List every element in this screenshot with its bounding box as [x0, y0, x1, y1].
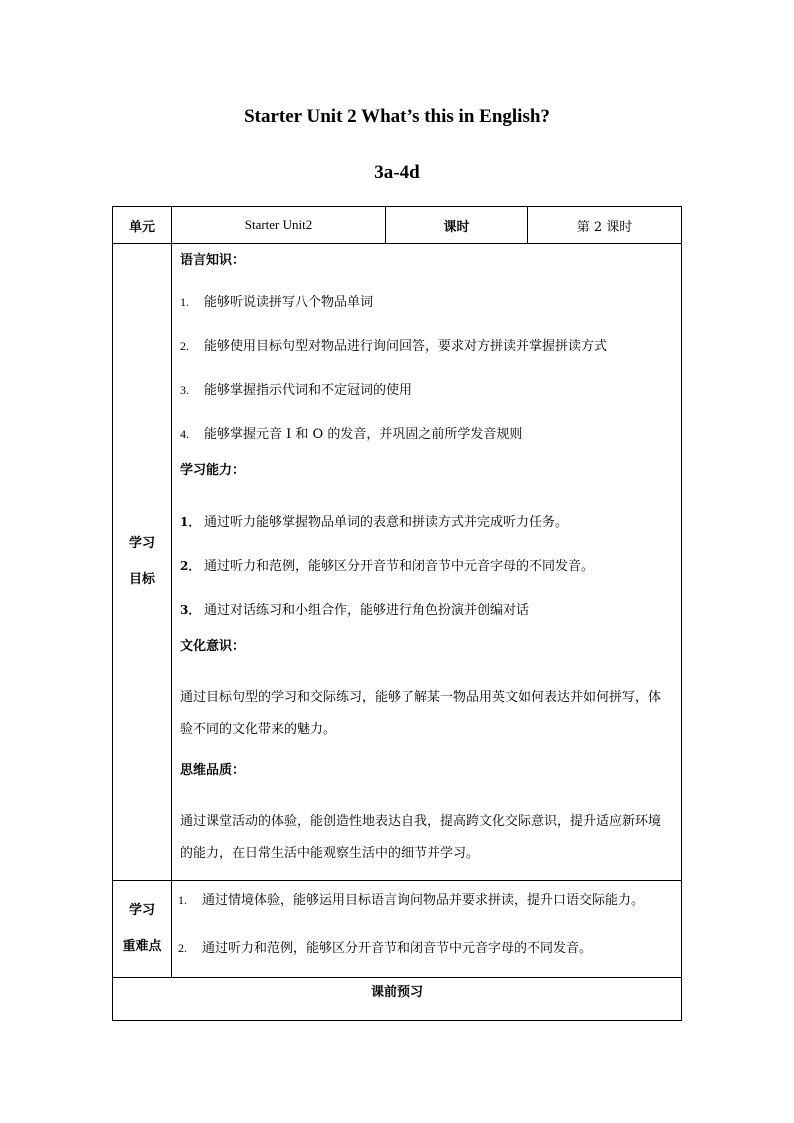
list-item: 2. 能够使用目标句型对物品进行询问回答，要求对方拼读并掌握拼读方式: [180, 339, 608, 354]
goals-label-line2: 目标: [128, 572, 155, 587]
unit-label: 单元: [113, 207, 172, 244]
header-row: [113, 207, 682, 244]
document-title: Starter Unit 2 What’s this in English?: [244, 106, 550, 127]
cultural-awareness-heading: 文化意识：: [180, 639, 246, 654]
list-item: 3． 通过对话练习和小组合作，能够进行角色扮演并创编对话: [180, 603, 530, 618]
list-item: 1. 能够听说读拼写八个物品单词: [180, 295, 374, 310]
list-item: 1． 通过听力能够掌握物品单词的表意和拼读方式并完成听力任务。: [180, 515, 569, 530]
language-knowledge-heading: 语言知识：: [180, 253, 246, 268]
preview-heading: 课前预习: [113, 978, 682, 1021]
goals-label: [113, 244, 172, 881]
list-item: 2. 通过听力和范例，能够区分开音节和闭音节中元音字母的不同发音。: [178, 941, 593, 956]
list-item: 3. 能够掌握指示代词和不定冠词的使用: [180, 383, 413, 398]
key-points-row: [113, 881, 682, 978]
preview-row: [113, 978, 682, 1021]
goals-content: [172, 244, 682, 881]
unit-value: Starter Unit2: [172, 207, 386, 244]
key-points-content: [172, 881, 682, 978]
key-points-label-line1: 学习: [128, 903, 155, 918]
thinking-quality-heading: 思维品质：: [180, 763, 246, 778]
lesson-label: 课时: [386, 207, 528, 244]
key-points-label-line2: 重难点: [122, 939, 162, 954]
goals-label-line1: 学习: [128, 536, 155, 551]
list-item: 1. 通过情境体验，能够运用目标语言询问物品并要求拼读，提升口语交际能力。: [178, 893, 645, 908]
lesson-value: 第 2 课时: [528, 207, 682, 244]
cultural-awareness-text: 通过目标句型的学习和交际练习，能够了解某一物品用英文如何表达并如何拼写，体验不同的文化带来的魅力。: [180, 690, 662, 737]
learning-ability-heading: 学习能力：: [180, 463, 246, 478]
lesson-plan-table: [112, 206, 682, 1021]
goals-row: [113, 244, 682, 881]
document-subtitle: 3a-4d: [374, 162, 420, 183]
thinking-quality-text: 通过课堂活动的体验，能创造性地表达自我，提高跨文化交际意识，提升适应新环境的能力，在日常生活中能观察生活中的细节并学习。: [180, 814, 662, 861]
key-points-label: [113, 881, 172, 978]
list-item: 2． 通过听力和范例，能够区分开音节和闭音节中元音字母的不同发音。: [180, 559, 595, 574]
list-item: 4. 能够掌握元音 I 和 O 的发音，并巩固之前所学发音规则: [180, 427, 523, 442]
